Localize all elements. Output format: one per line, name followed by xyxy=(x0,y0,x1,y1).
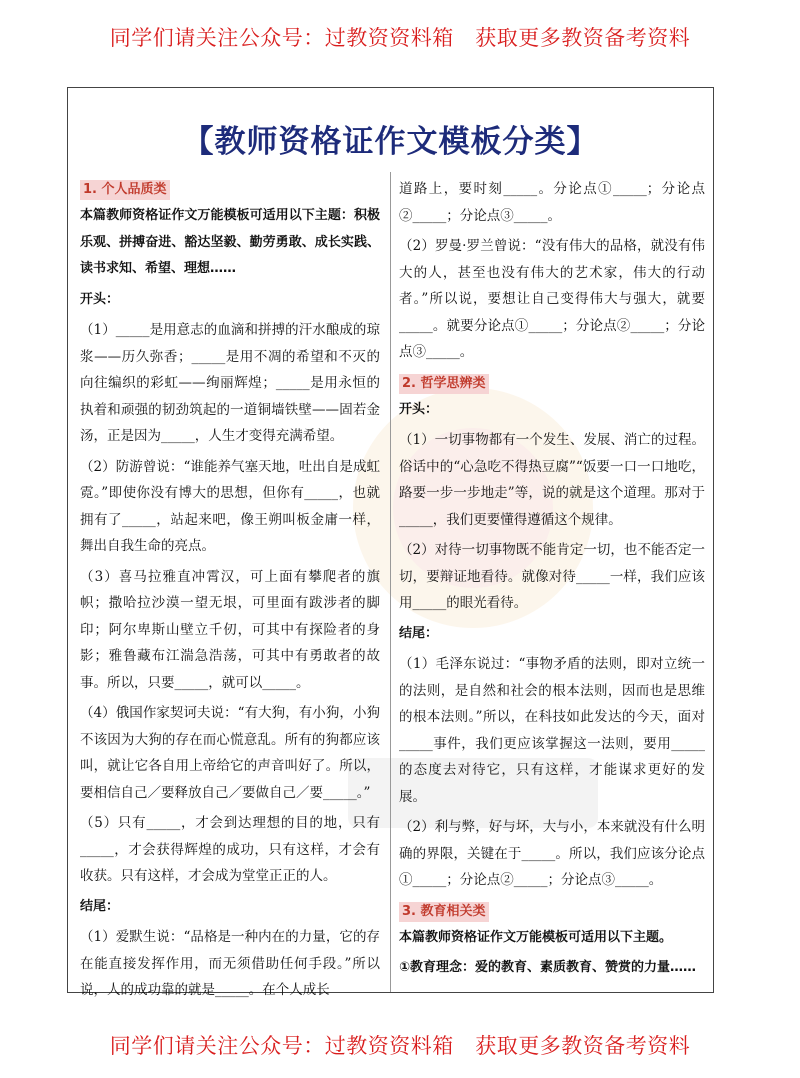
section-heading-philosophy: 2. 哲学思辨类 xyxy=(399,374,489,394)
paragraph: （5）只有_____，才会到达理想的目的地，只有_____，才会获得辉煌的成功，只有这样，才会有收获。只有这样，才会成为堂堂正正的人。 xyxy=(80,815,380,884)
topic-list: ①教育理念：爱的教育、素质教育、赞赏的力量…… xyxy=(399,960,697,975)
paragraph: （2）利与弊，好与坏，大与小，本来就没有什么明确的界限，关键在于_____。所以，我们应该分论点①_____；分论点②_____；分论点③_____。 xyxy=(399,819,705,888)
paragraph: （4）俄国作家契诃夫说：“有大狗，有小狗，小狗不该因为大狗的存在而心慌意乱。所有的狗都应该叫，就让它各自用上帝给它的声音叫好了。所以，要相信自己／要释放自己／要做自己／要_____。” xyxy=(80,705,380,801)
section-heading-education: 3. 教育相关类 xyxy=(399,902,489,922)
paragraph: （1）爱默生说：“品格是一种内在的力量，它的存在能直接发挥作用，而无须借助任何手段。”所以说，人的成功靠的就是_____。在个人成长 xyxy=(80,929,380,998)
paragraph: （2）罗曼·罗兰曾说：“没有伟大的品格，就没有伟大的人，甚至也没有伟大的艺术家，伟大的行动者。”所以说，要想让自己变得伟大与强大，就要_____。就要分论点①_____；分论点②_____；分论点③_____。 xyxy=(399,238,705,360)
opening-label: 开头： xyxy=(399,401,439,417)
section-heading-personal-quality: 1. 个人品质类 xyxy=(80,180,170,200)
promo-banner-bottom: 同学们请关注公众号：过教资资料箱 获取更多教资备考资料 xyxy=(109,1034,691,1058)
topic-intro: 本篇教师资格证作文万能模板可适用以下主题。 xyxy=(399,929,673,945)
paragraph: （2）防游曾说：“谁能养气塞天地，吐出自是成虹霓。”即使你没有博大的思想，但你有_____，也就拥有了_____，站起来吧，像王朔叫板金庸一样，舞出自我生命的亮点。 xyxy=(80,458,380,554)
opening-label: 开头： xyxy=(80,291,120,307)
paragraph: （2）对待一切事物既不能肯定一切，也不能否定一切，要辩证地看待。就像对待_____一样，我们应该用_____的眼光看待。 xyxy=(399,542,705,611)
paragraph: （1）一切事物都有一个发生、发展、消亡的过程。俗话中的“心急吃不得热豆腐”“饭要一口一口地吃，路要一步一步地走”等，说的就是这个道理。那对于_____，我们更要懂得遵循这个规律。 xyxy=(399,432,705,528)
document-frame xyxy=(67,87,714,998)
paragraph: 道路上，要时刻_____。分论点①_____；分论点②_____；分论点③_____。 xyxy=(399,181,705,224)
left-column xyxy=(80,176,380,1008)
right-column xyxy=(399,176,705,986)
paragraph: （3）喜马拉雅直冲霄汉，可上面有攀爬者的旗帜；撒哈拉沙漠一望无垠，可里面有跋涉者的脚印；阿尔卑斯山壁立千仞，可其中有探险者的身影；雅鲁藏布江湍急浩荡，可其中有勇敢者的故事。所以，只要_____，就可以_____。 xyxy=(80,568,380,691)
promo-banner-top: 同学们请关注公众号：过教资资料箱 获取更多教资备考资料 xyxy=(109,26,691,50)
page-title: 【教师资格证作文模板分类】 xyxy=(182,124,599,160)
closing-label: 结尾： xyxy=(399,625,439,641)
closing-label: 结尾： xyxy=(80,898,120,914)
paragraph: （1）毛泽东说过：“事物矛盾的法则，即对立统一的法则，是自然和社会的根本法则，因而也是思维的根本法则。”所以，在科技如此发达的今天，面对_____事件，我们更应该掌握这一法则，要用_____的态度去对待它，只有这样，才能谋求更好的发展。 xyxy=(399,656,705,805)
topic-intro: 本篇教师资格证作文万能模板可适用以下主题：积极乐观、拼搏奋进、豁达坚毅、勤劳勇敢、成长实践、读书求知、希望、理想…… xyxy=(80,208,380,276)
paragraph: （1）_____是用意志的血滴和拼搏的汗水酿成的琼浆——历久弥香；_____是用不凋的希望和不灭的向往编织的彩虹——绚丽辉煌；_____是用永恒的执着和顽强的韧劲筑起的一道铜墙铁壁——固若金汤，正是因为_____，人生才变得充满希望。 xyxy=(80,322,380,444)
column-divider xyxy=(390,172,391,992)
